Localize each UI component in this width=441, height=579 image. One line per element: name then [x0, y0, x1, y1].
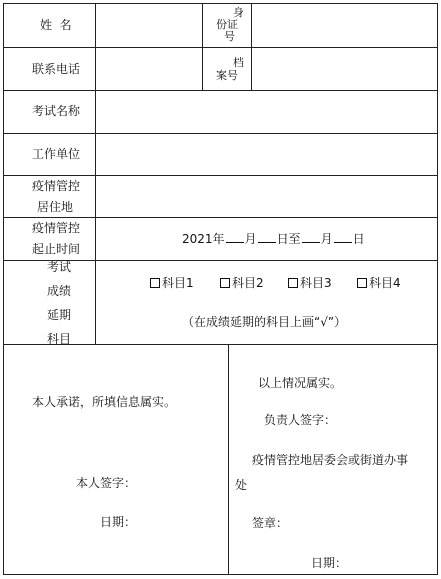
column-divider — [95, 4, 96, 344]
subject-option-2[interactable] — [220, 276, 264, 290]
subject-label: 科目2 — [232, 276, 264, 290]
row-divider — [4, 90, 437, 91]
applicant-date-label: 日期： — [100, 515, 137, 529]
work-unit-label: 工作单位 — [32, 147, 81, 161]
responsible-signature-label: 负责人签字： — [264, 413, 337, 427]
control-time-label-1: 疫情管控 — [32, 221, 81, 235]
subjects-label-4: 科目 — [47, 332, 72, 346]
month-text: 月 — [320, 232, 333, 246]
control-address-label-1: 疫情管控 — [32, 179, 81, 193]
id-card-label-1: 身 — [233, 6, 244, 19]
delay-application-form — [3, 3, 438, 575]
name-label: 姓 名 — [40, 18, 72, 32]
subject-option-1[interactable] — [150, 276, 194, 290]
row-divider — [4, 175, 437, 176]
day-end-blank[interactable] — [334, 231, 352, 243]
month-text: 月 — [244, 232, 257, 246]
checkbox-icon[interactable] — [288, 278, 298, 288]
subject-label: 科目4 — [369, 276, 401, 290]
checkbox-icon[interactable] — [150, 278, 160, 288]
subject-label: 科目3 — [300, 276, 332, 290]
control-address-label-2: 居住地 — [37, 200, 74, 214]
promise-text: 本人承诺，所填信息属实。 — [32, 395, 177, 409]
day-to-text: 日至 — [276, 232, 301, 246]
applicant-signature-label: 本人签字： — [76, 476, 137, 490]
checkbox-icon[interactable] — [357, 278, 367, 288]
row-divider — [4, 217, 437, 218]
row-divider — [4, 47, 437, 48]
stamp-label: 签章： — [252, 516, 289, 530]
verify-date-label: 日期： — [311, 556, 348, 570]
month-start-blank[interactable] — [226, 231, 244, 243]
day-start-blank[interactable] — [258, 231, 276, 243]
office-text-1: 疫情管控地居委会或街道办事 — [252, 453, 409, 467]
month-end-blank[interactable] — [302, 231, 320, 243]
column-divider — [228, 344, 229, 574]
office-text-2: 处 — [235, 478, 248, 492]
exam-name-label: 考试名称 — [32, 104, 81, 118]
year-text: 2021年 — [182, 232, 225, 246]
id-card-label-2: 份证 — [216, 18, 238, 31]
file-no-label-2: 案号 — [216, 69, 238, 82]
control-time-range — [182, 231, 365, 246]
day-text: 日 — [352, 232, 365, 246]
subjects-label-2: 成绩 — [47, 284, 72, 298]
file-no-label-1: 档 — [233, 56, 244, 69]
checkbox-icon[interactable] — [220, 278, 230, 288]
column-divider — [251, 4, 252, 90]
row-divider — [4, 133, 437, 134]
subject-option-4[interactable] — [357, 276, 401, 290]
id-card-label-3: 号 — [224, 30, 235, 43]
phone-label: 联系电话 — [32, 62, 81, 76]
control-time-label-2: 起止时间 — [32, 242, 81, 256]
subjects-label-3: 延期 — [47, 308, 72, 322]
subject-label: 科目1 — [162, 276, 194, 290]
column-divider — [202, 4, 203, 90]
confirm-text: 以上情况属实。 — [258, 376, 343, 390]
subjects-note: （在成绩延期的科目上画“√”） — [182, 315, 347, 329]
subjects-label-1: 考试 — [47, 260, 72, 274]
subject-option-3[interactable] — [288, 276, 332, 290]
